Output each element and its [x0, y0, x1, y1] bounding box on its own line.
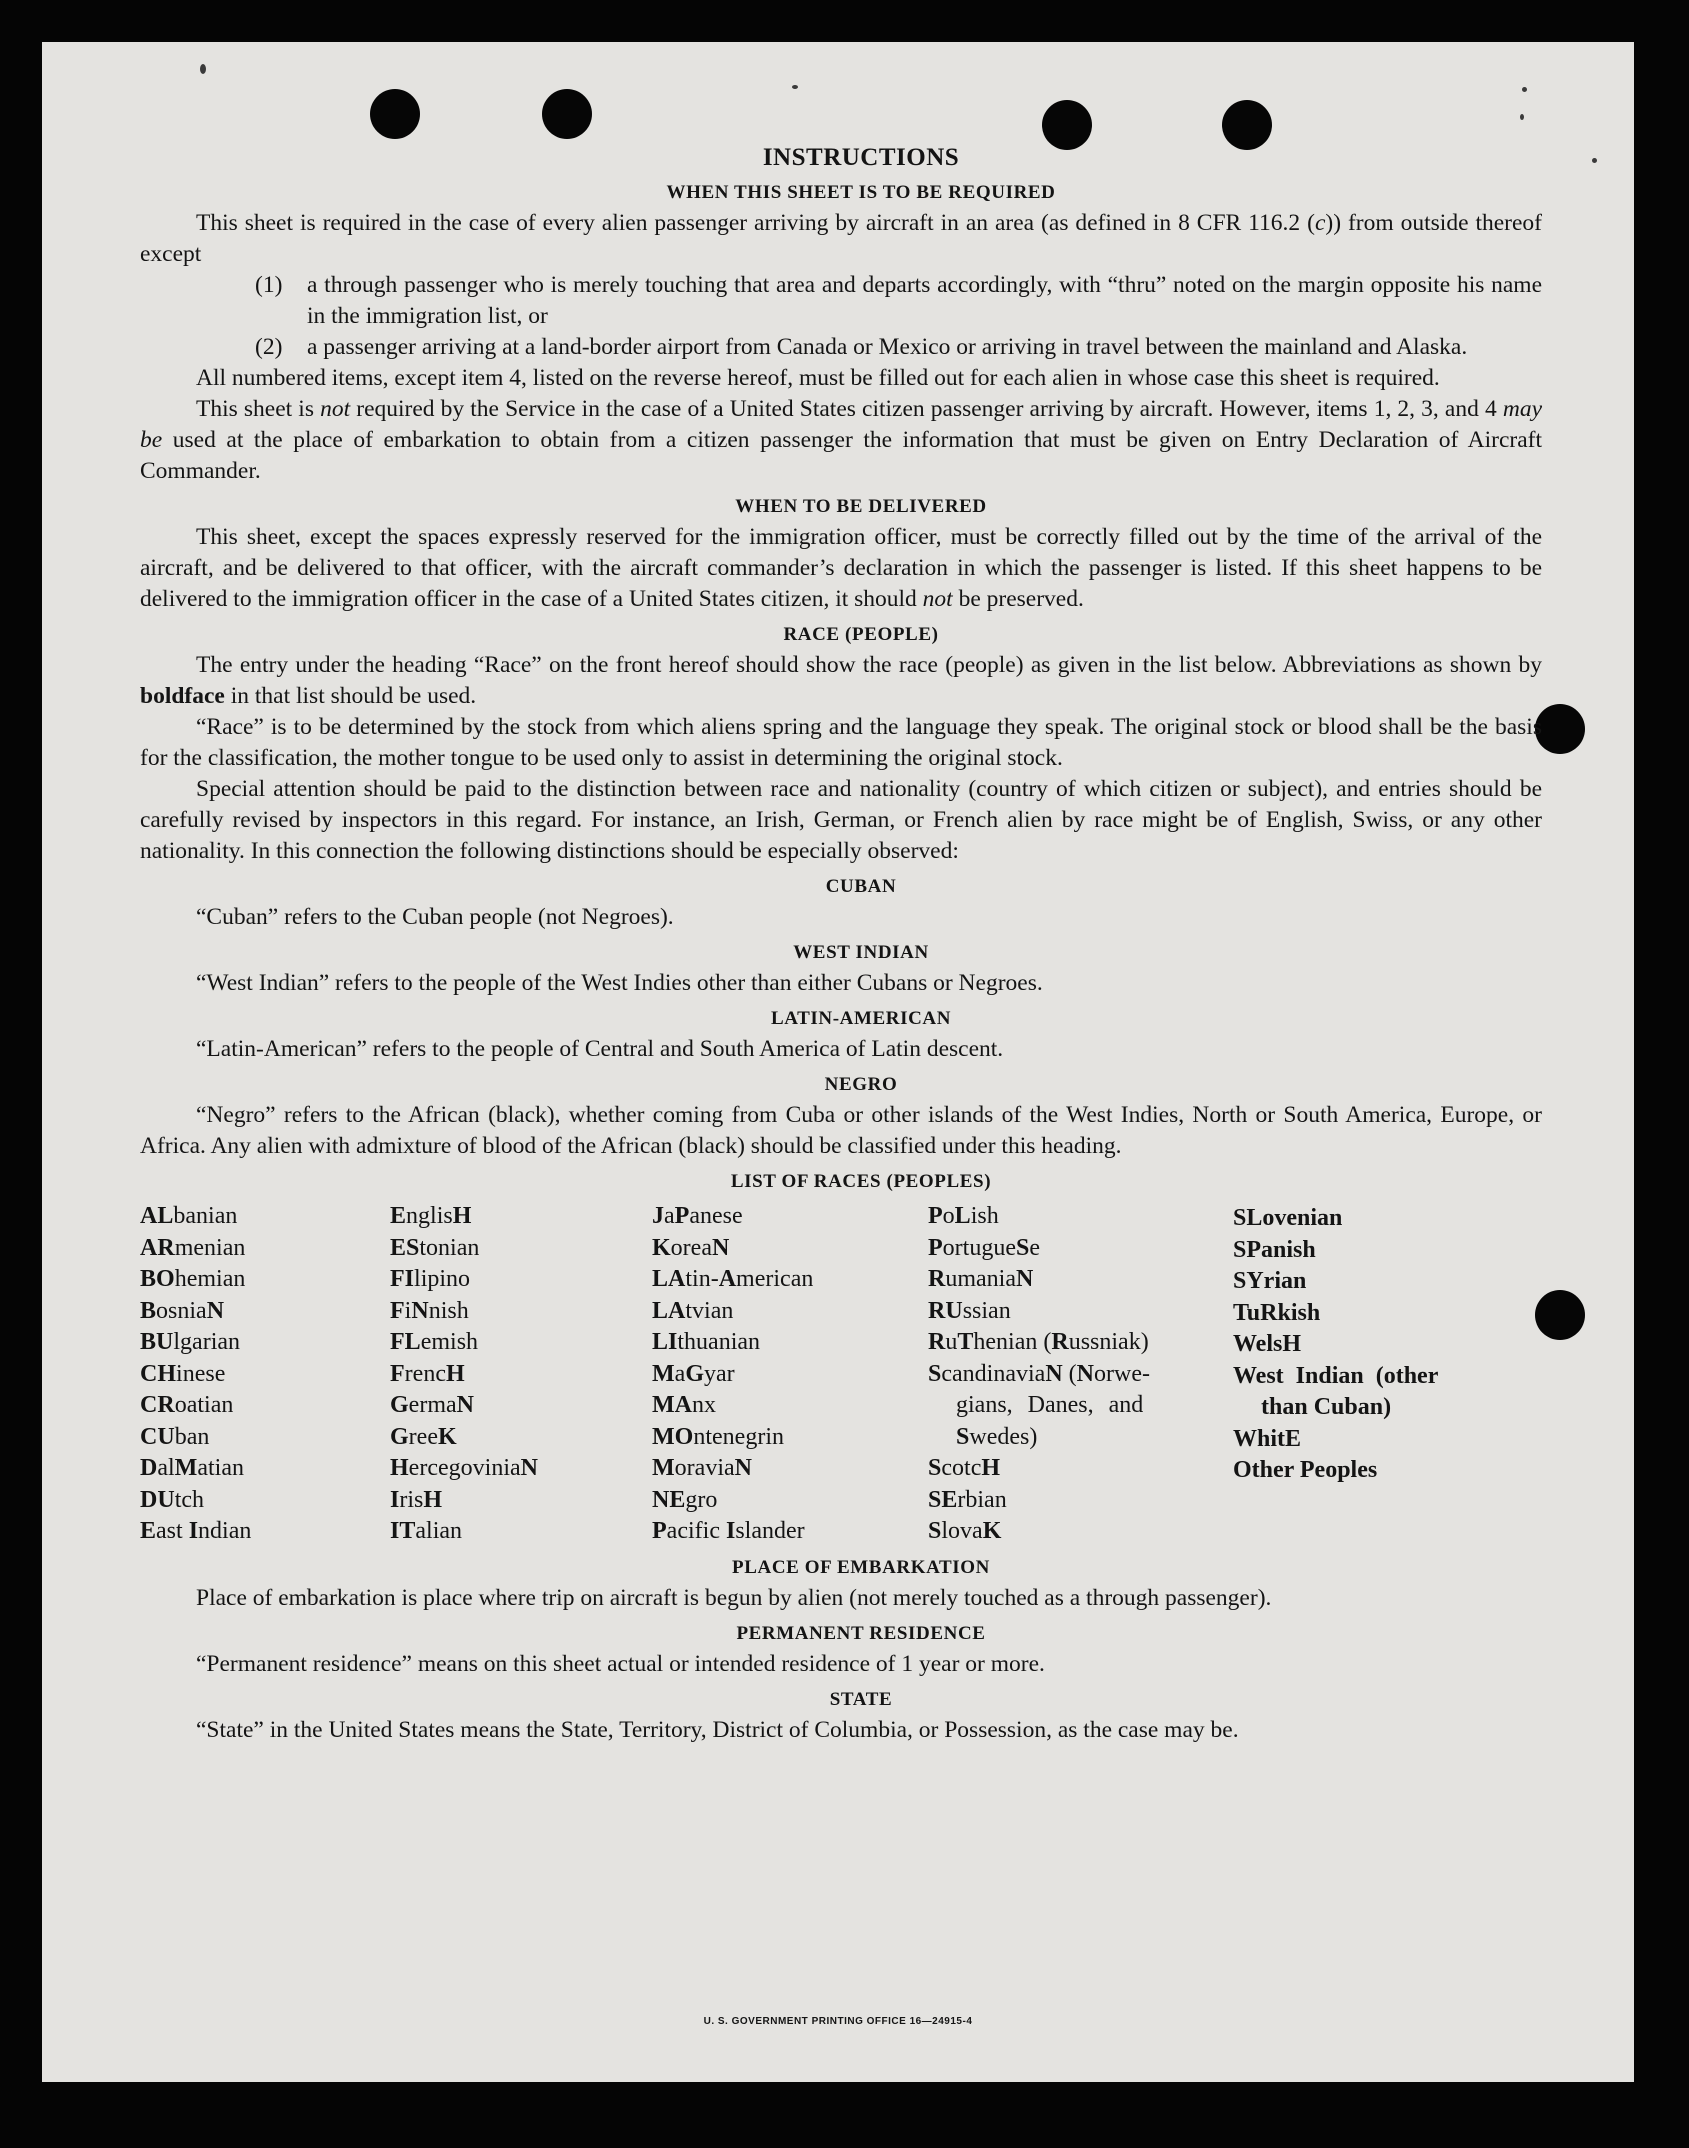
section-heading: RACE (PEOPLE): [783, 624, 939, 645]
race-entry: PortugueSe: [928, 1234, 1041, 1261]
item-text: a passenger arriving at a land-border airport from Canada or Mexico or arriving in travel between the mainland and Alaska.: [307, 334, 1468, 360]
punch-hole: [370, 89, 420, 139]
race-column: [928, 1201, 1233, 1548]
race-entry: TuRkish: [1233, 1299, 1321, 1326]
race-entry: ScandinaviaN (Norwe-: [928, 1360, 1151, 1387]
race-entry: NEgro: [652, 1486, 718, 1513]
paragraph: “Latin-American” refers to the people of Central and South America of Latin descent.: [196, 1036, 1004, 1062]
punch-hole: [1535, 1290, 1585, 1340]
race-entry: LAtin-American: [652, 1266, 814, 1292]
race-entry: ARmenian: [140, 1234, 246, 1261]
item-number: (1): [255, 272, 283, 298]
race-entry: ALbanian: [140, 1203, 238, 1229]
race-entry: PoLish: [928, 1203, 999, 1229]
race-entry: MoraviaN: [652, 1455, 752, 1481]
speck: [1520, 114, 1524, 120]
race-column: [140, 1201, 390, 1548]
race-entry: GreeK: [390, 1423, 457, 1450]
item-text: a through passenger who is merely touching that area and departs accordingly, with “thru” noted on the margin opposite his name in the immigration list, or: [307, 272, 1542, 329]
speck: [1592, 158, 1597, 163]
race-entry: West Indian (other: [1233, 1362, 1439, 1389]
race-entry: FIlipino: [390, 1266, 471, 1292]
race-entry: GermaN: [390, 1392, 474, 1418]
race-entry: MaGyar: [652, 1360, 735, 1387]
paragraph: “Cuban” refers to the Cuban people (not Negroes).: [196, 904, 674, 930]
race-entry: HercegoviniaN: [390, 1455, 538, 1481]
race-entry: East Indian: [140, 1518, 252, 1544]
paragraph: “State” in the United States means the State, Territory, District of Columbia, or Possession, as the case may be.: [196, 1716, 1239, 1743]
speck: [1522, 87, 1527, 92]
race-entry: FiNnish: [390, 1297, 469, 1324]
race-entry: LAtvian: [652, 1297, 734, 1324]
instructions-content: [140, 142, 1542, 1746]
item-number: (2): [255, 334, 283, 360]
race-entry: DUtch: [140, 1486, 205, 1513]
section-heading: WHEN THIS SHEET IS TO BE REQUIRED: [666, 182, 1056, 203]
race-entry: WhitE: [1233, 1425, 1302, 1452]
race-entry: FLemish: [390, 1329, 479, 1355]
list-item: [255, 270, 1542, 332]
paragraph: “Negro” refers to the African (black), whether coming from Cuba or other islands of the West Indies, North or South America, Europe, or Africa. Any alien with admixture of blood of the African (black) should be classified under this heading.: [140, 1102, 1542, 1159]
race-entry: BOhemian: [140, 1266, 246, 1292]
race-entry: WelsH: [1233, 1331, 1302, 1357]
section-heading: CUBAN: [825, 876, 897, 897]
race-entry: SlovaK: [928, 1518, 1002, 1544]
race-entry: IrisH: [390, 1486, 443, 1513]
race-entry: FrencH: [390, 1360, 465, 1387]
race-entry: SPanish: [1233, 1236, 1316, 1263]
document-sheet: [42, 42, 1634, 2082]
race-entry: RumaniaN: [928, 1266, 1034, 1292]
race-entry: Other Peoples: [1233, 1457, 1378, 1483]
race-entry: CHinese: [140, 1360, 226, 1387]
race-entry: CRoatian: [140, 1392, 234, 1418]
race-entry: ScotcH: [928, 1455, 1001, 1481]
race-entry: SLovenian: [1233, 1205, 1343, 1231]
race-entry: KoreaN: [652, 1234, 730, 1261]
paragraph: The entry under the heading “Race” on the front hereof should show the race (people) as given in the list below. Abbreviations as shown by boldface in that list should be used.: [140, 652, 1542, 709]
race-entry: MOntenegrin: [652, 1423, 784, 1450]
race-entry: LIthuanian: [652, 1329, 761, 1355]
speck: [792, 85, 798, 89]
race-entry: SErbian: [928, 1486, 1007, 1513]
punch-hole: [542, 89, 592, 139]
race-list: [140, 1201, 1542, 1548]
race-entry: BosniaN: [140, 1297, 225, 1324]
paragraph: This sheet is required in the case of every alien passenger arriving by aircraft in an area (as defined in 8 CFR 116.2 (c)) from outside thereof except: [140, 210, 1542, 267]
section-heading: WHEN TO BE DELIVERED: [735, 496, 987, 517]
paragraph: Place of embarkation is place where trip on aircraft is begun by alien (not merely touched as a through passenger).: [196, 1584, 1272, 1611]
section-heading: PLACE OF EMBARKATION: [732, 1556, 990, 1578]
race-entry: CUban: [140, 1423, 210, 1450]
punch-hole: [1535, 704, 1585, 754]
race-entry-continued: Swedes): [956, 1423, 1038, 1450]
speck: [200, 64, 206, 74]
race-entry: EnglisH: [390, 1203, 472, 1229]
section-heading: LATIN-AMERICAN: [770, 1008, 952, 1029]
printer-imprint: U. S. GOVERNMENT PRINTING OFFICE 16—24915-4: [703, 2016, 973, 2027]
race-entry: JaPanese: [652, 1203, 743, 1229]
race-entry: ITalian: [390, 1518, 463, 1544]
section-heading: PERMANENT RESIDENCE: [736, 1622, 986, 1644]
list-item: [255, 332, 1542, 363]
race-column: [390, 1201, 652, 1548]
race-entry: DalMatian: [140, 1455, 244, 1481]
paragraph: This sheet is not required by the Service in the case of a United States citizen passenger arriving by aircraft. However, items 1, 2, 3, and 4 may be used at the place of embarkation to obtain from a citizen passenger the information that must be given on Entry Declaration of Aircraft Commander.: [140, 396, 1542, 484]
race-entry: RUssian: [928, 1297, 1011, 1324]
race-entry: MAnx: [652, 1392, 716, 1418]
race-entry: Pacific Islander: [652, 1518, 805, 1544]
page-title: INSTRUCTIONS: [762, 144, 960, 171]
race-entry-continued: gians, Danes, and: [956, 1392, 1144, 1418]
section-heading: LIST OF RACES (PEOPLES): [730, 1171, 992, 1192]
paragraph: “West Indian” refers to the people of the West Indies other than either Cubans or Negroes.: [196, 970, 1043, 996]
section-heading: NEGRO: [824, 1074, 898, 1095]
section-heading: STATE: [829, 1688, 893, 1710]
paragraph: “Race” is to be determined by the stock from which aliens spring and the language they speak. The original stock or blood shall be the basis for the classification, the mother tongue to be used only to assist in determining the original stock.: [140, 714, 1542, 771]
race-entry: BUlgarian: [140, 1329, 241, 1355]
paragraph: Special attention should be paid to the distinction between race and nationality (country of which citizen or subject), and entries should be carefully revised by inspectors in this regard. For instance, an Irish, German, or French alien by race might be of English, Swiss, or any other nationality. In this connection the following distinctions should be especially observed:: [140, 776, 1542, 864]
race-column: [652, 1201, 928, 1548]
paragraph: All numbered items, except item 4, listed on the reverse hereof, must be filled out for each alien in whose case this sheet is required.: [196, 365, 1440, 391]
section-heading: WEST INDIAN: [793, 942, 929, 963]
race-column: [1233, 1201, 1533, 1548]
paragraph: “Permanent residence” means on this sheet actual or intended residence of 1 year or more.: [196, 1650, 1045, 1677]
paragraph: This sheet, except the spaces expressly reserved for the immigration officer, must be correctly filled out by the time of the arrival of the aircraft, and be delivered to that officer, with the aircraft commander’s declaration in which the passenger is listed. If this sheet happens to be delivered to the immigration officer in the case of a United States citizen, it should not be preserved.: [140, 524, 1542, 612]
race-entry: RuThenian (Russniak): [928, 1329, 1149, 1355]
race-entry-continued: than Cuban): [1261, 1394, 1392, 1420]
race-entry: SYrian: [1233, 1268, 1307, 1294]
race-entry: EStonian: [390, 1234, 480, 1261]
